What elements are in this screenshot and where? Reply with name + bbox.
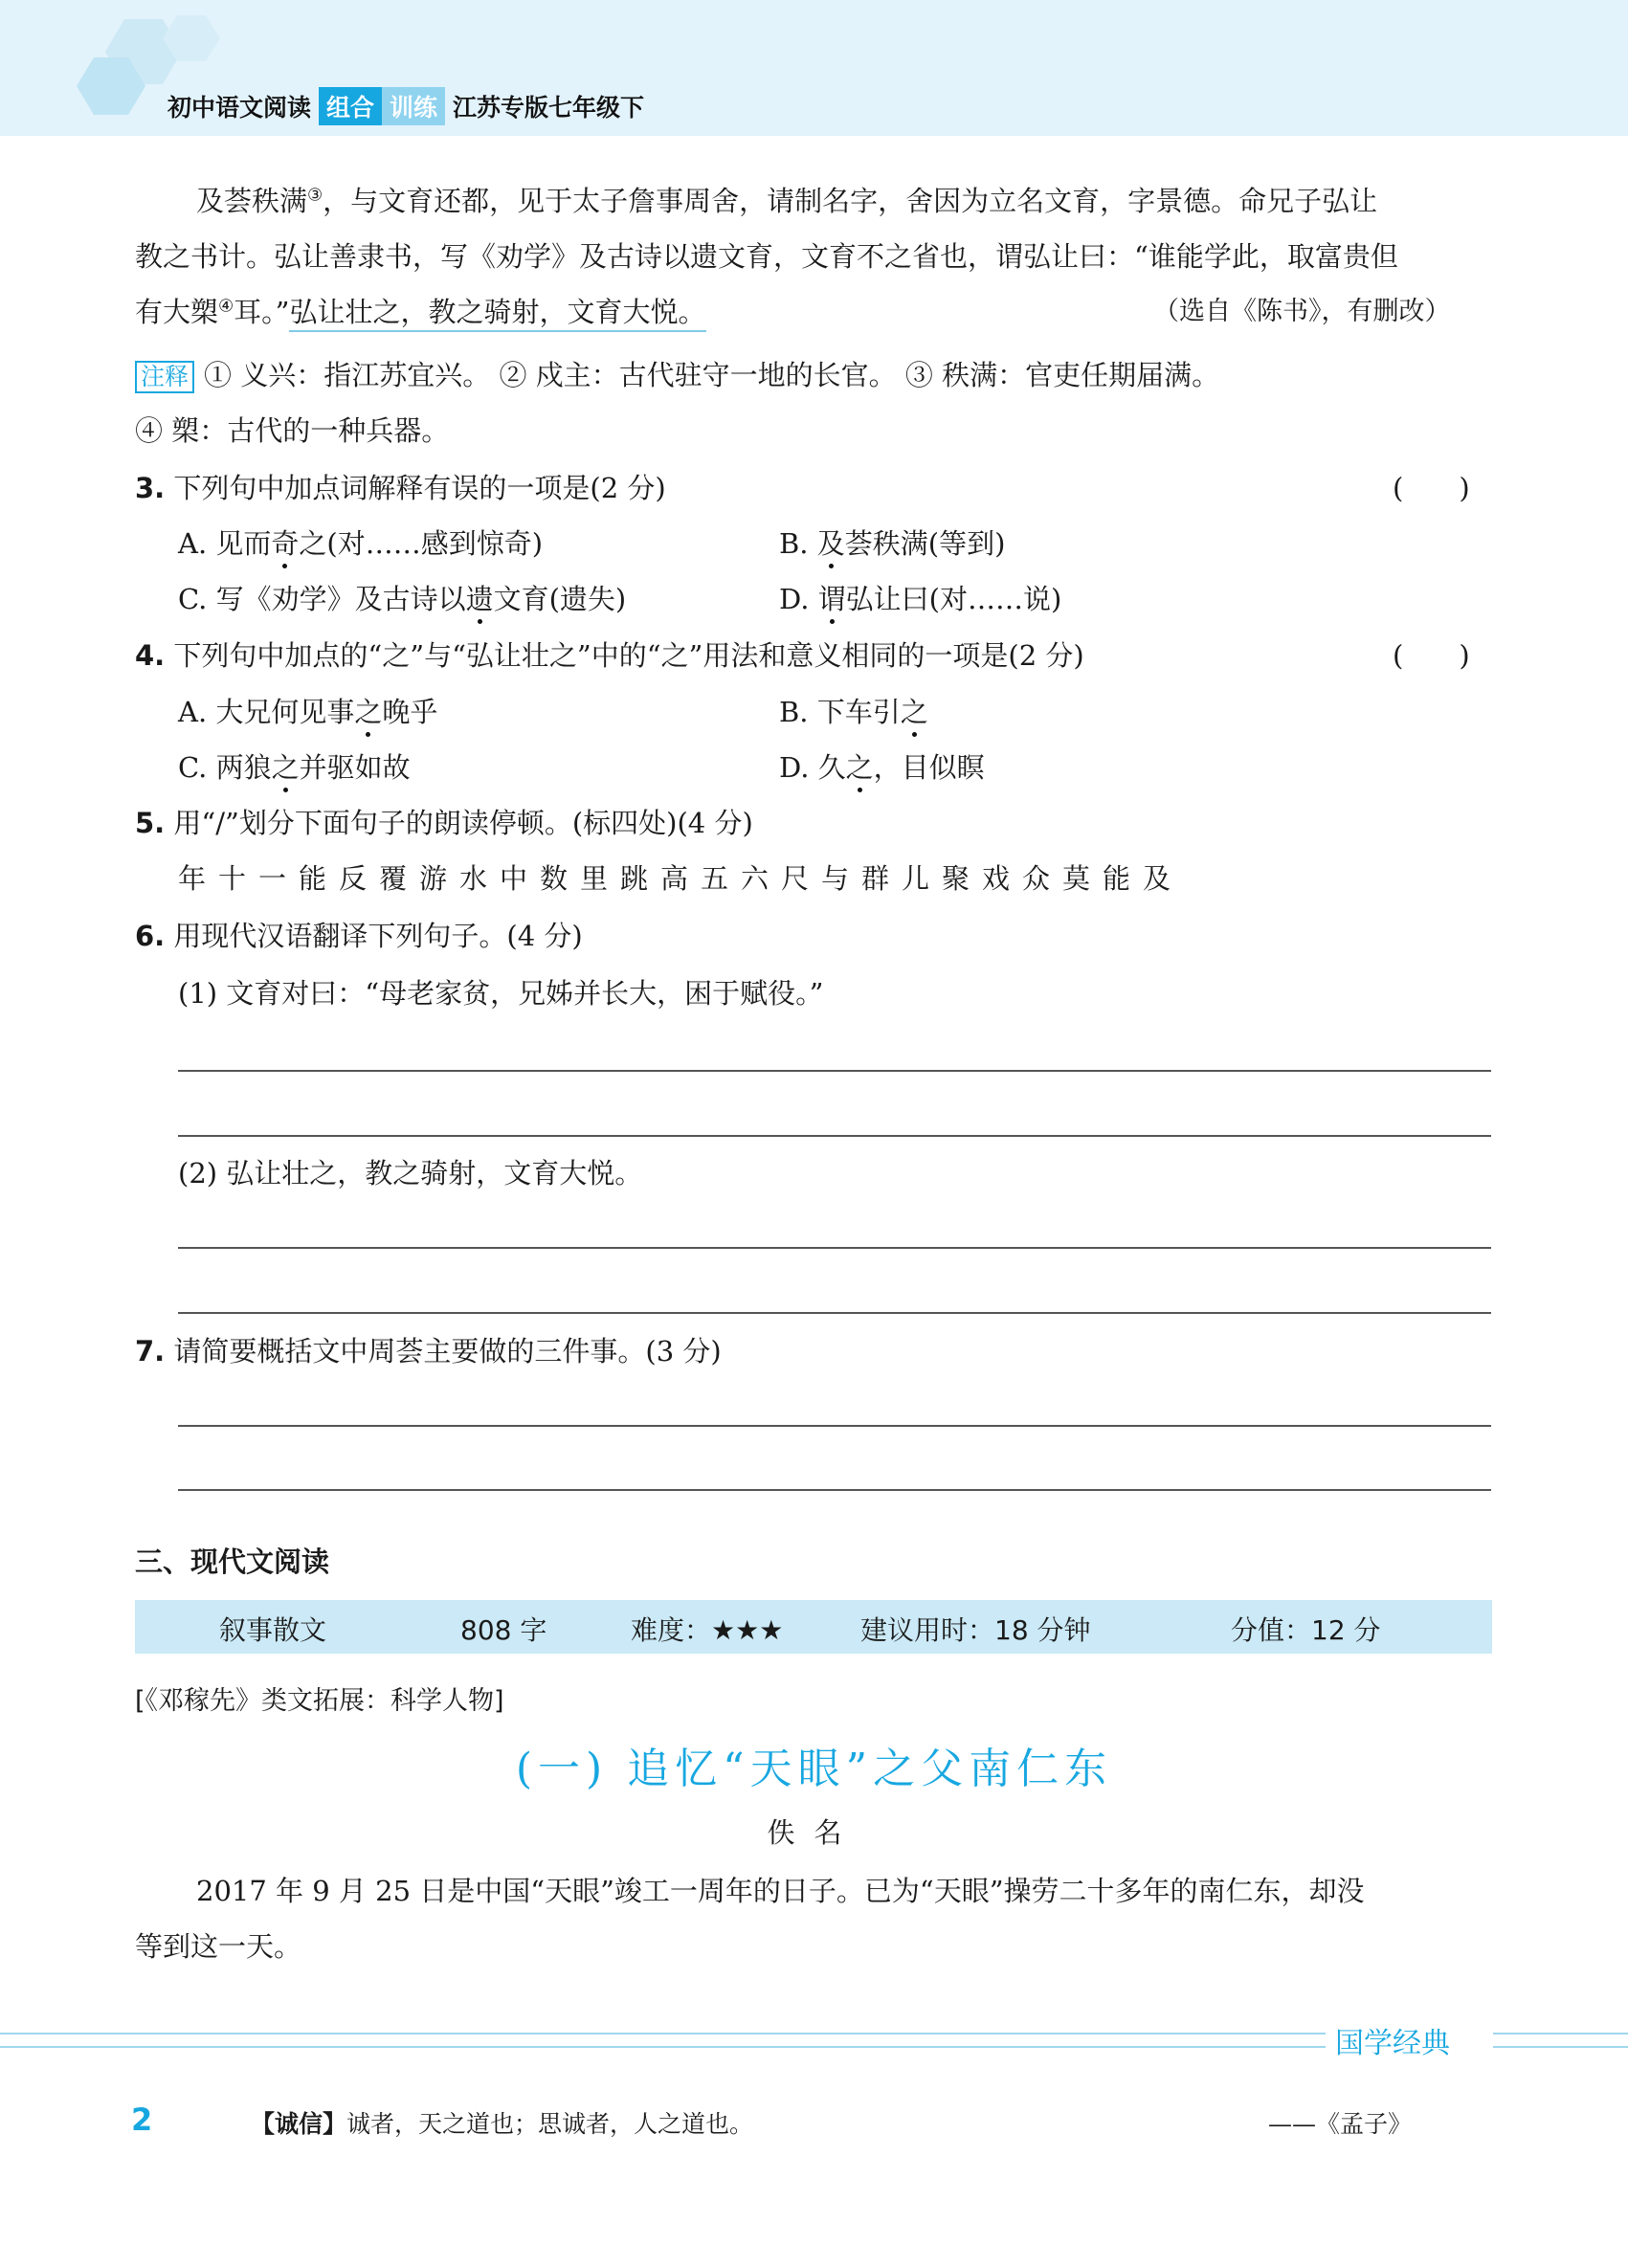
quote-text: 诚者，天之道也；思诚者，人之道也。 (346, 2110, 754, 2138)
section-heading: 三、现代文阅读 (135, 1545, 330, 1578)
reading-info-bar (135, 1600, 1492, 1654)
answer-line[interactable] (178, 1135, 1491, 1137)
option-text: C. 写《劝学》及古诗以 (178, 583, 466, 615)
q4-option-b[interactable] (779, 693, 928, 731)
training-tag: 训练 (382, 87, 445, 125)
passage-text: 耳。” (234, 296, 290, 328)
q3-option-b[interactable] (779, 524, 1005, 563)
question-7 (135, 1332, 722, 1370)
dotted-char: 遗 (466, 580, 494, 618)
passage-line-3 (135, 293, 706, 331)
q3-option-d[interactable] (779, 580, 1061, 618)
notes-text-1: ① 义兴：指江苏宜兴。 ② 戍主：古代驻守一地的长官。 ③ 秩满：官吏任期届满。 (204, 359, 1220, 391)
option-text: 文育(遗失) (493, 583, 627, 615)
q6-sub-2: (2) 弘让壮之，教之骑射，文育大悦。 (178, 1157, 643, 1190)
score-value: 分值：12 分 (1231, 1614, 1381, 1646)
q4-option-c[interactable] (178, 748, 411, 787)
dotted-char: 之 (846, 748, 874, 787)
answer-line[interactable] (178, 1489, 1491, 1491)
answer-paren[interactable]: ( ) (1393, 639, 1470, 672)
footer-section-label: 国学经典 (1335, 2027, 1450, 2060)
q6-sub-1: (1) 文育对曰：“母老家贫，兄姊并长大，困于赋役。” (178, 977, 824, 1010)
question-text: 用现代汉语翻译下列句子。(4 分) (173, 920, 583, 952)
question-number: 6. (135, 920, 166, 952)
passage-line-1 (196, 182, 1377, 220)
dotted-char: 谓 (818, 580, 846, 618)
question-text: 下列句中加点词解释有误的一项是(2 分) (173, 472, 666, 504)
question-text: 请简要概括文中周荟主要做的三件事。(3 分) (173, 1335, 722, 1367)
answer-line[interactable] (178, 1247, 1491, 1249)
book-title: 初中语文阅读 (167, 94, 312, 122)
option-text: A. 大兄何见事 (178, 696, 355, 728)
notes-label: 注释 (135, 361, 194, 393)
question-number: 7. (135, 1335, 166, 1367)
footer-rule-right (1493, 2033, 1628, 2035)
suggested-time: 建议用时：18 分钟 (860, 1614, 1091, 1646)
edition-label: 江苏专版七年级下 (453, 94, 645, 122)
footnote-ref: ④ (218, 296, 234, 317)
q3-option-c[interactable] (178, 580, 626, 618)
option-text: 之(对……感到惊奇) (299, 527, 544, 560)
q4-option-d[interactable] (779, 748, 985, 787)
footer-rule-left (0, 2033, 1326, 2035)
dotted-char: 及 (817, 524, 845, 563)
extension-tag: [《邓稼先》类文拓展：科学人物] (135, 1686, 504, 1716)
option-text: ，目似瞑 (873, 751, 985, 784)
question-number: 4. (135, 639, 166, 672)
notes-line-1 (135, 356, 1219, 394)
passage-text: 及荟秩满 (196, 185, 308, 217)
footer-rule-left-2 (0, 2046, 1326, 2048)
q3-option-a[interactable] (178, 524, 543, 563)
option-text: 晚乎 (382, 696, 438, 728)
passage-line-2: 教之书计。弘让善隶书，写《劝学》及古诗以遗文育，文育不之省也，谓弘让曰：“谁能学此，取富贵但 (135, 240, 1398, 273)
footer-rule-right-2 (1493, 2046, 1628, 2048)
dotted-char: 奇 (271, 524, 299, 563)
option-text: D. 久 (779, 751, 846, 784)
question-text: 用“/”划分下面句子的朗读停顿。(标四处)(4 分) (173, 807, 753, 839)
quote-source: ——《孟子》 (1268, 2110, 1413, 2138)
question-5 (135, 804, 753, 842)
pause-sentence[interactable]: 年十一能反覆游水中数里跳高五六尺与群儿聚戏众莫能及 (178, 862, 1184, 895)
article-paragraph-line-2: 等到这一天。 (135, 1930, 302, 1963)
footer-quote (251, 2105, 753, 2140)
page-number: 2 (131, 2101, 153, 2138)
answer-line[interactable] (178, 1312, 1491, 1314)
notes-line-2: ④ 槊：古代的一种兵器。 (135, 414, 450, 447)
passage-text: ，与文育还都，见于太子詹事周舍，请制名字，舍因为立名文育，字景德。命兄子弘让 (323, 185, 1378, 217)
answer-line[interactable] (178, 1070, 1491, 1072)
option-text: 弘让曰(对……说) (845, 583, 1062, 615)
combo-tag: 组合 (319, 87, 382, 125)
article-author: 佚名 (767, 1816, 861, 1849)
option-text: B. 下车引 (779, 696, 901, 728)
genre-label: 叙事散文 (219, 1614, 327, 1646)
dotted-char: 之 (354, 693, 382, 731)
answer-line[interactable] (178, 1425, 1491, 1427)
question-3 (135, 469, 666, 507)
option-text: C. 两狼 (178, 751, 272, 784)
option-text: B. (779, 527, 817, 560)
option-text: D. (779, 583, 818, 615)
question-6 (135, 917, 583, 955)
difficulty-rating: 难度：★★★ (631, 1614, 784, 1646)
passage-source: （选自《陈书》，有删改） (1153, 297, 1451, 326)
header-title (167, 88, 644, 124)
question-text: 下列句中加点的“之”与“弘让壮之”中的“之”用法和意义相同的一项是(2 分) (173, 639, 1084, 672)
option-text: 并驱如故 (299, 751, 411, 784)
dotted-char: 之 (901, 693, 928, 731)
question-number: 3. (135, 472, 166, 504)
quote-tag: 【诚信】 (251, 2110, 347, 2138)
article-title: (一) 追忆“天眼”之父南仁东 (515, 1745, 1113, 1793)
q4-option-a[interactable] (178, 693, 437, 731)
word-count: 808 字 (460, 1614, 547, 1646)
option-text: 荟秩满(等到) (844, 527, 1006, 560)
option-text: A. 见而 (178, 527, 272, 560)
underlined-sentence: 弘让壮之，教之骑射，文育大悦。 (289, 296, 705, 332)
dotted-char: 之 (272, 748, 300, 787)
answer-paren[interactable]: ( ) (1393, 472, 1470, 504)
passage-text: 有大槊 (135, 296, 219, 328)
question-4 (135, 636, 1084, 675)
footnote-ref: ③ (307, 185, 323, 206)
question-number: 5. (135, 807, 166, 839)
article-paragraph-line-1: 2017 年 9 月 25 日是中国“天眼”竣工一周年的日子。已为“天眼”操劳二十多年的南仁东，却没 (196, 1875, 1365, 1907)
